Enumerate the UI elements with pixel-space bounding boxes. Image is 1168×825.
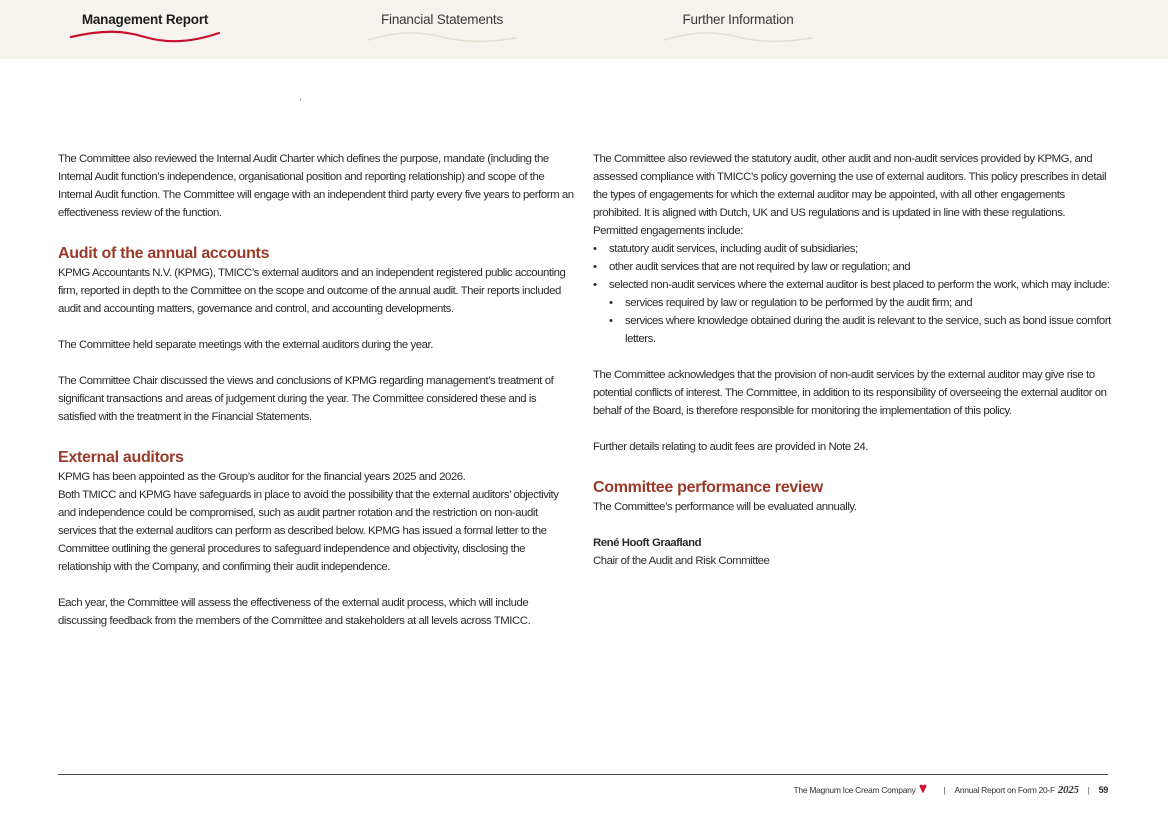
- page-number: 59: [1098, 785, 1108, 795]
- heart-logo-icon: [919, 784, 927, 796]
- heading-external-auditors: External auditors: [58, 449, 184, 466]
- performance-paragraph: The Committee’s performance will be evaluated annually.: [593, 501, 857, 513]
- page-footer: [794, 784, 1108, 796]
- external-auditors-paragraph-1: KPMG has been appointed as the Group’s auditor for the financial years 2025 and 2026.: [58, 471, 466, 483]
- non-audit-services-sublist: [609, 294, 1111, 348]
- audit-paragraph-2: The Committee held separate meetings with the external auditors during the year.: [58, 339, 433, 351]
- tab-label: Management Report: [81, 12, 209, 27]
- tab-label: Financial Statements: [380, 12, 504, 27]
- conflicts-paragraph: The Committee acknowledges that the provision of non-audit services by the external auditor may give rise to potential conflicts of interest. The Committee, in addition to its responsibility of overseeing the external auditor on behalf of the Board, is therefore responsible for monitoring the implementation of this policy.: [593, 369, 1107, 417]
- external-auditors-paragraph-3: Each year, the Committee will assess the effectiveness of the external audit process, which will include discussing feedback from the members of the Committee and stakeholders at all levels across TMICC.: [58, 597, 531, 627]
- footer-year: 2025: [1057, 784, 1079, 796]
- tab-underline: [367, 28, 517, 44]
- permitted-engagements-list: [593, 240, 1111, 348]
- signatory-title: Chair of the Audit and Risk Committee: [593, 555, 770, 567]
- footer-report: Annual Report on Form 20-F: [954, 785, 1055, 795]
- top-navigation: [0, 0, 1168, 59]
- list-item: • other audit services that are not required by law or regulation; and: [593, 258, 1111, 276]
- external-auditors-paragraph-2: Both TMICC and KPMG have safeguards in place to avoid the possibility that the external auditors’ objectivity and independence could be compromised, such as audit partner rotation and the restriction on non-audit services that the external auditors can perform as described below. KPMG has issued a formal letter to the Committee outlining the general procedures to safeguard independence and objectivity, disclosing the relationship with the Company, and confirming their audit independence.: [58, 489, 559, 573]
- heading-committee-performance: Committee performance review: [593, 479, 823, 496]
- heading-audit-annual-accounts: Audit of the annual accounts: [58, 245, 270, 262]
- tab-further-information[interactable]: [663, 0, 813, 59]
- footer-divider: [58, 774, 1108, 775]
- permitted-engagements-label: Permitted engagements include:: [593, 225, 743, 237]
- list-item: [593, 276, 1111, 348]
- sub-list-item: • services required by law or regulation to be performed by the audit firm; and: [609, 294, 1111, 312]
- footer-company: The Magnum Ice Cream Company: [793, 785, 916, 795]
- list-item: • statutory audit services, including audit of subsidiaries;: [593, 240, 1111, 258]
- internal-audit-charter-paragraph: The Committee also reviewed the Internal Audit Charter which defines the purpose, mandate (including the Internal Audit function’s independence, organisational position and reporting relationship) and scope of the Internal Audit function. The Committee will engage with an independent third party every five years to perform an effectiveness review of the function.: [58, 153, 574, 219]
- audit-services-paragraph: The Committee also reviewed the statutory audit, other audit and non-audit services provided by KPMG, and assessed compliance with TMICC’s policy governing the use of external auditors. This policy prescribes in detail the types of engagements for which the external auditor may be appointed, with all other engagements prohibited. It is aligned with Dutch, UK and US regulations and is updated in line with these regulations.: [593, 153, 1107, 219]
- tab-management-report[interactable]: [70, 0, 220, 59]
- tab-underline: [663, 28, 813, 44]
- tab-active-underline: [70, 28, 220, 44]
- tab-financial-statements[interactable]: [367, 0, 517, 59]
- signatory-name: René Hooft Graafland: [593, 537, 702, 549]
- sub-list-item: • services where knowledge obtained during the audit is relevant to the service, such as bond issue comfort letters.: [609, 312, 1111, 348]
- tab-label: Further Information: [682, 12, 794, 27]
- stray-dot: [300, 99, 301, 100]
- footer-separator: |: [943, 785, 946, 795]
- audit-fees-paragraph: Further details relating to audit fees are provided in Note 24.: [593, 441, 868, 453]
- left-column: [58, 150, 576, 630]
- right-column: [593, 150, 1111, 570]
- audit-paragraph-3: The Committee Chair discussed the views and conclusions of KPMG regarding management’s treatment of significant transactions and areas of judgement during the year. The Committee considered these and is satisfied with the treatment in the Financial Statements.: [58, 375, 554, 423]
- footer-separator: |: [1087, 785, 1090, 795]
- audit-paragraph-1: KPMG Accountants N.V. (KPMG), TMICC’s external auditors and an independent registered public accounting firm, reported in depth to the Committee on the scope and outcome of the annual audit. Their reports included audit and accounting matters, governance and control, and accounting developments.: [58, 267, 566, 315]
- list-item-text: selected non-audit services where the external auditor is best placed to perform the work, which may include:: [609, 279, 1110, 291]
